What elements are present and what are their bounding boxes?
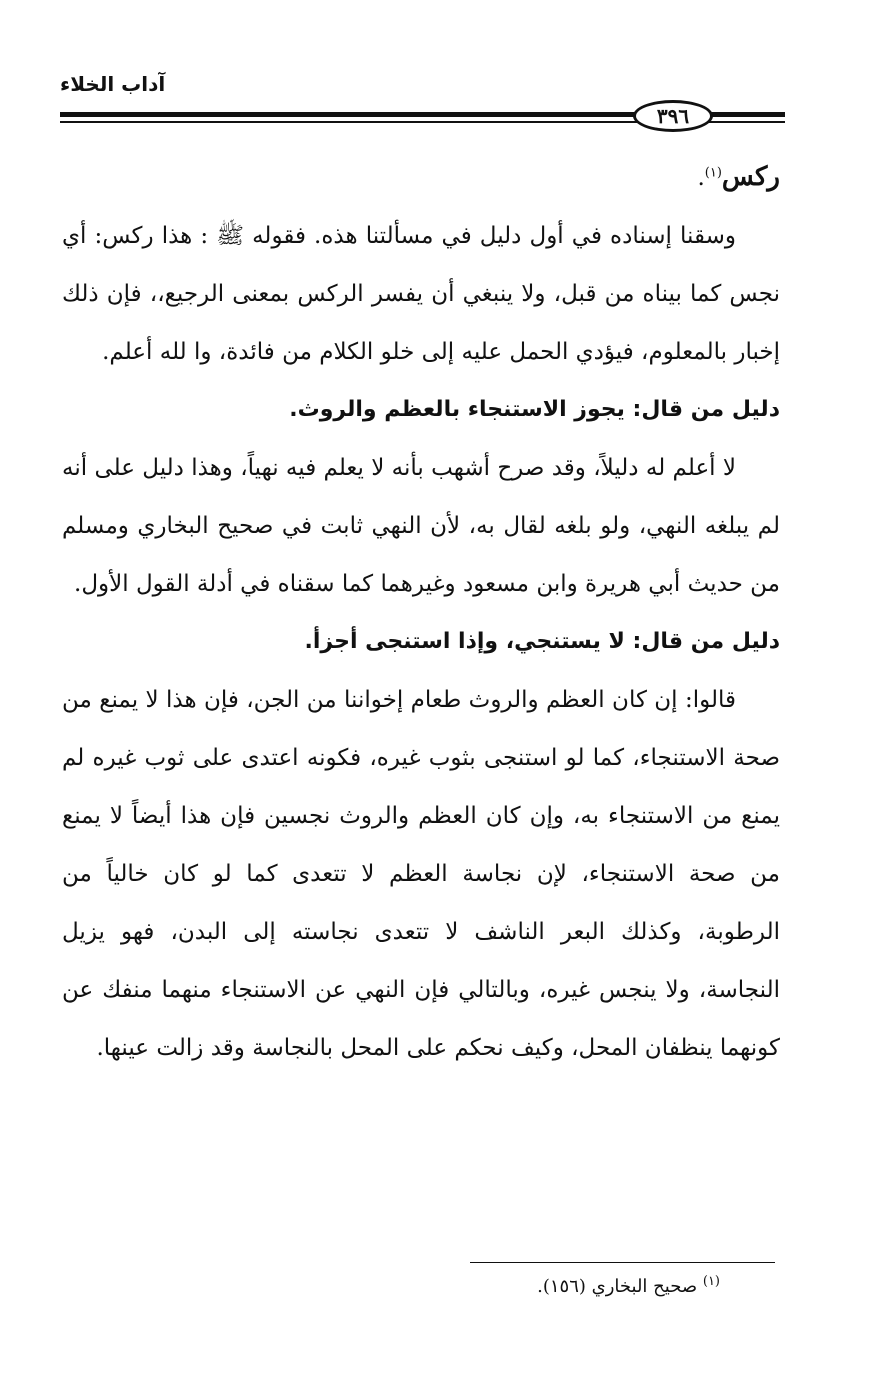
section-heading-2: دليل من قال: لا يستنجي، وإذا استنجى أجزأ. <box>304 629 780 654</box>
footnote-marker: (١) <box>702 1274 720 1289</box>
footnote-ref: (١) <box>704 165 722 181</box>
running-title: آداب الخلاء <box>60 72 166 96</box>
paragraph-2: لا أعلم له دليلاً، وقد صرح أشهب بأنه لا يعلم فيه نهياً، وهذا دليل على أنه لم يبلغه النهي، ولو بلغه لقال به، لأن النهي ثابت في صحيح البخاري ومسلم من حديث أبي هريرة وابن مسعود وغيرهما كما سقناه في أدلة القول الأول. <box>62 455 780 597</box>
paragraph-3: قالوا: إن كان العظم والروث طعام إخواننا من الجن، فإن هذا لا يمنع من صحة الاستنجاء، كما لو استنجى بثوب غيره، فكونه اعتدى على ثوب غيره لم يمنع من الاستنجاء به، وإن كان العظم والروث نجسين فإن هذا أيضاً لا يمنع من صحة الاستنجاء، لإن نجاسة العظم لا تتعدى كما لو كان خالياً من الرطوبة، وكذلك البعر الناشف لا تتعدى نجاسته إلى البدن، فهو يزيل النجاسة، ولا ينجس غيره، وبالتالي فإن النهي عن الاستنجاء منهما منفك عن كونهما ينظفان المحل، وكيف نحكم على المحل بالنجاسة وقد زالت عينها. <box>62 687 780 1061</box>
opening-end: . <box>697 165 705 191</box>
page-number: ٣٩٦ <box>633 100 713 132</box>
footnote <box>400 1276 720 1297</box>
footnote-text: صحيح البخاري (١٥٦). <box>537 1276 698 1297</box>
page-body <box>62 148 780 1077</box>
footnote-separator <box>470 1262 775 1263</box>
opening-word: ركس <box>721 162 780 192</box>
opening-line <box>62 148 780 207</box>
section-heading-1: دليل من قال: يجوز الاستنجاء بالعظم والروث. <box>289 397 780 422</box>
paragraph-1: وسقنا إسناده في أول دليل في مسألتنا هذه. فقوله ﷺ : هذا ركس: أي نجس كما بيناه من قبل، ولا ينبغي أن يفسر الركس بمعنى الرجيع،، فإن ذلك إخبار بالمعلوم، فيؤدي الحمل عليه إلى خلو الكلام من فائدة، وا لله أعلم. <box>62 223 780 365</box>
